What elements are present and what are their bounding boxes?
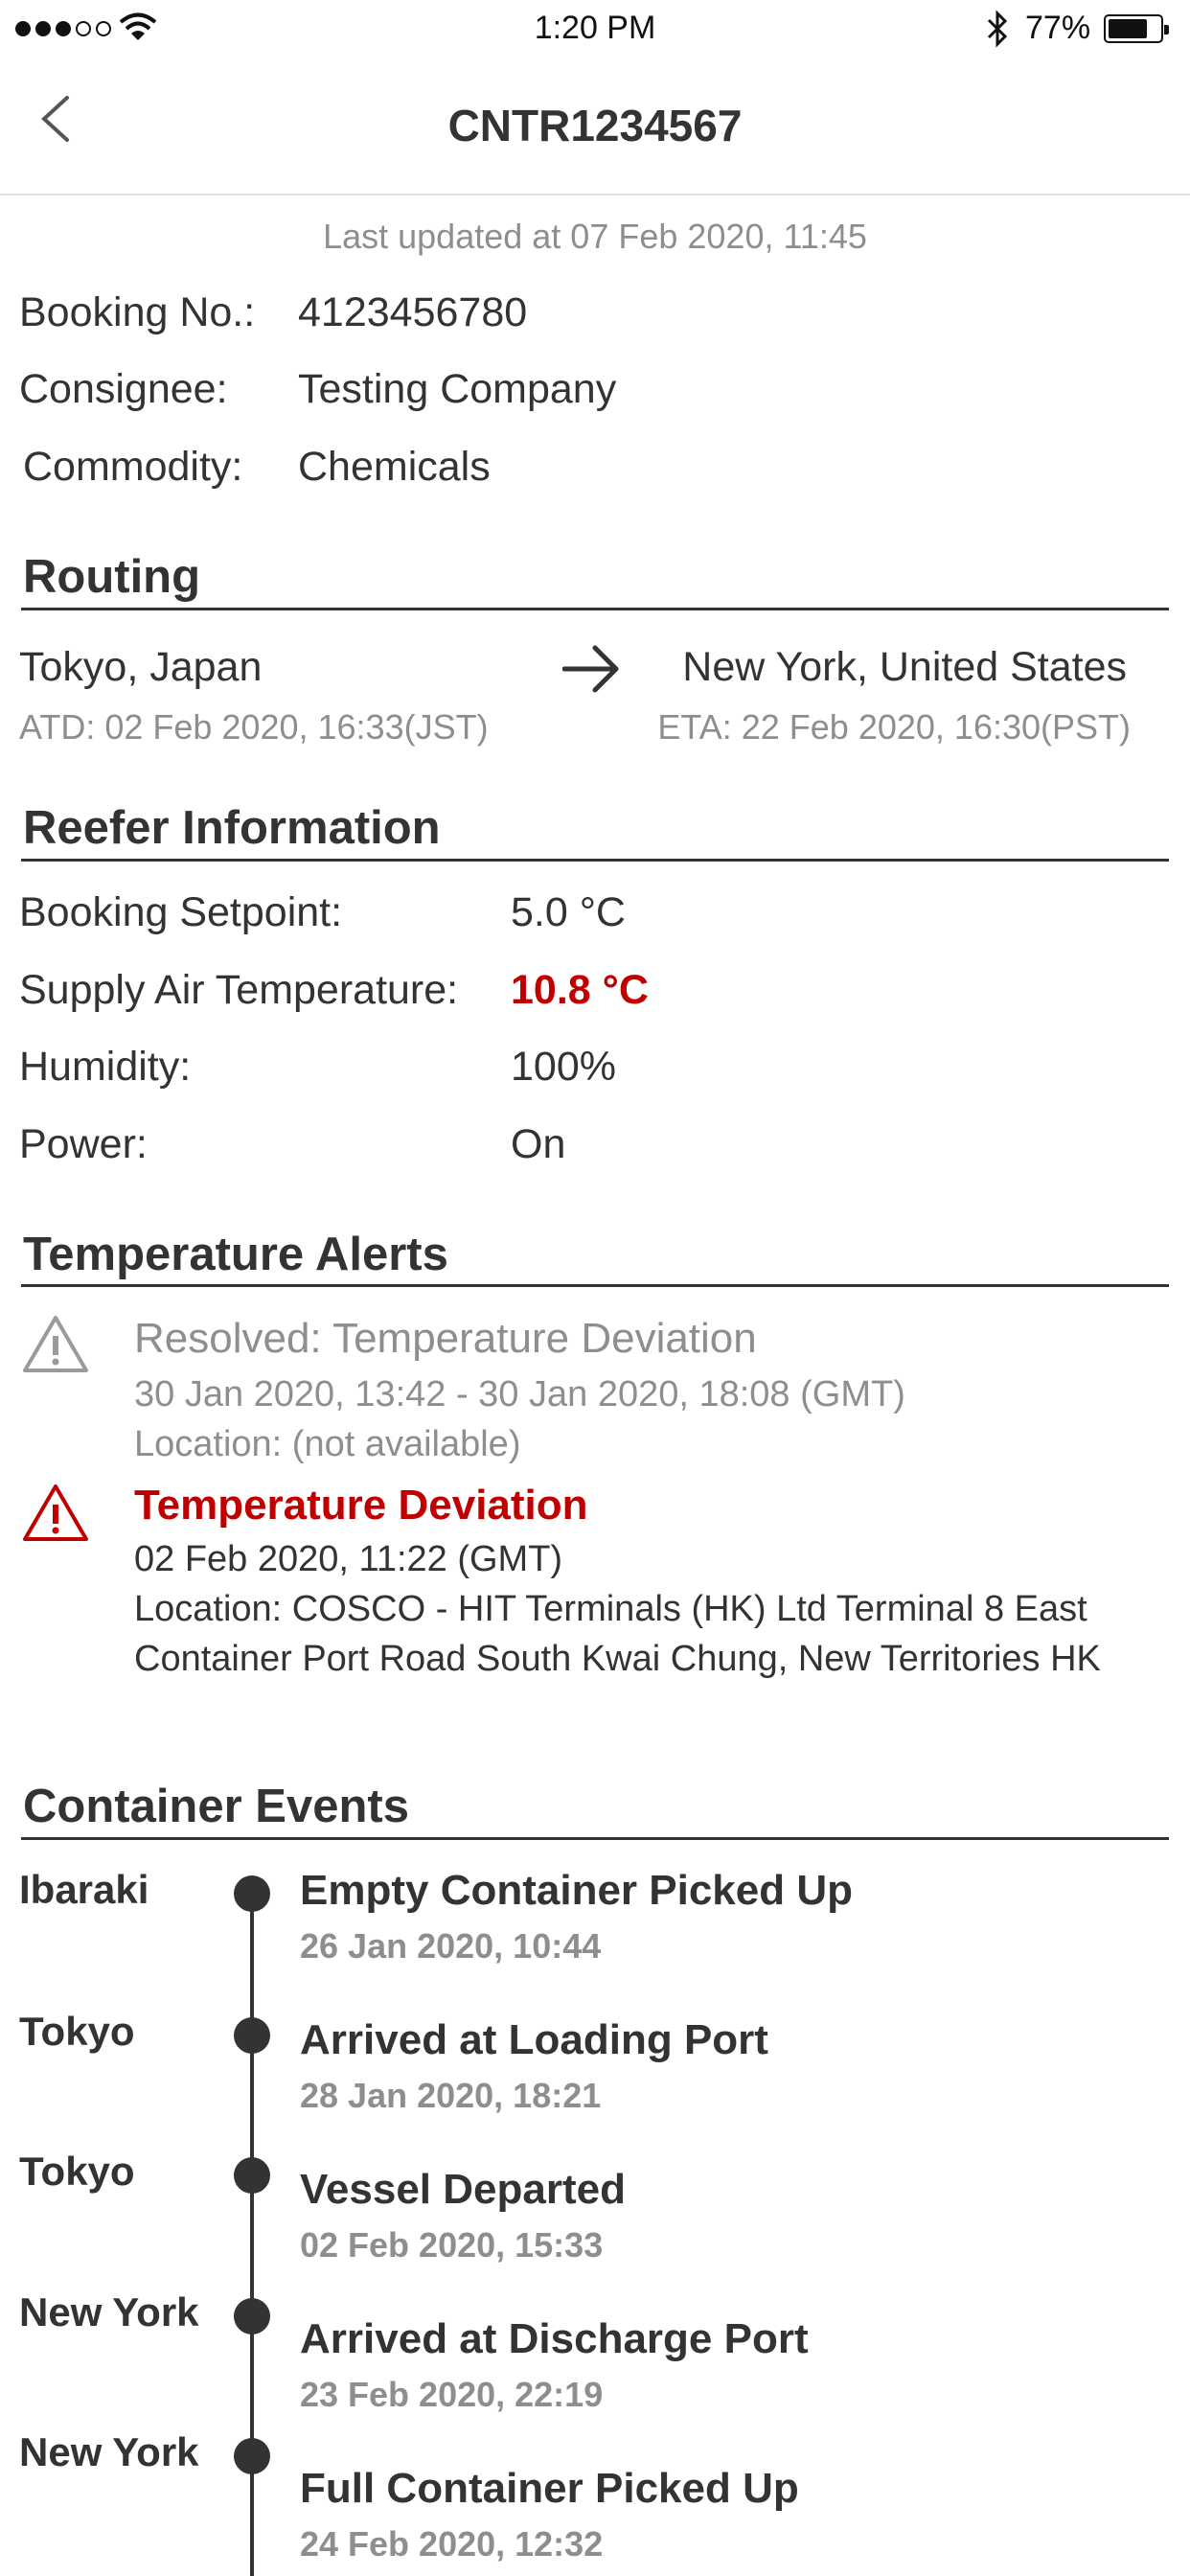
event-title: Arrived at Loading Port — [300, 2016, 768, 2063]
battery-percentage: 77% — [1025, 10, 1091, 46]
humidity-label: Humidity: — [19, 1044, 192, 1090]
warning-icon — [21, 1482, 90, 1543]
event-title: Arrived at Discharge Port — [300, 2315, 809, 2362]
events-heading: Container Events — [23, 1781, 409, 1832]
event-title: Full Container Picked Up — [300, 2465, 799, 2512]
event-time: 24 Feb 2020, 12:32 — [300, 2524, 604, 2564]
origin-city: Tokyo, Japan — [19, 644, 263, 690]
event-time: 28 Jan 2020, 18:21 — [300, 2076, 602, 2115]
warning-icon — [21, 1313, 90, 1374]
timeline-dot — [234, 2438, 270, 2474]
setpoint-value: 5.0 °C — [511, 889, 626, 935]
timeline-dot — [234, 1875, 270, 1912]
atd-text: ATD: 02 Feb 2020, 16:33(JST) — [19, 707, 489, 747]
power-label: Power: — [19, 1121, 148, 1167]
alert-active-location-line2: Container Port Road South Kwai Chung, New Territories HK — [134, 1639, 1101, 1679]
alert-resolved-time: 30 Jan 2020, 13:42 - 30 Jan 2020, 18:08 (GMT) — [134, 1374, 905, 1414]
page-title: CNTR1234567 — [447, 101, 743, 150]
event-title: Vessel Departed — [300, 2166, 626, 2213]
timeline-dot — [234, 2298, 270, 2334]
event-location: New York — [19, 2429, 199, 2474]
navigation-bar — [0, 61, 1190, 196]
alert-resolved-title: Resolved: Temperature Deviation — [134, 1315, 757, 1362]
consignee-label: Consignee: — [19, 366, 228, 412]
commodity-value: Chemicals — [298, 444, 491, 490]
alert-active-time: 02 Feb 2020, 11:22 (GMT) — [134, 1539, 563, 1579]
routing-heading: Routing — [23, 551, 201, 603]
humidity-value: 100% — [511, 1044, 616, 1090]
status-bar — [0, 0, 1190, 61]
setpoint-label: Booking Setpoint: — [19, 889, 343, 935]
timeline-dot — [234, 2157, 270, 2194]
alert-active-location-line1: Location: COSCO - HIT Terminals (HK) Ltd Terminal 8 East — [134, 1589, 1087, 1629]
event-time: 02 Feb 2020, 15:33 — [300, 2225, 604, 2265]
reefer-divider — [21, 859, 1169, 862]
event-title: Empty Container Picked Up — [300, 1867, 854, 1914]
supply-air-value: 10.8 °C — [511, 967, 649, 1013]
alert-resolved-location: Location: (not available) — [134, 1424, 521, 1464]
reefer-heading: Reefer Information — [23, 802, 441, 854]
alerts-divider — [21, 1284, 1169, 1287]
booking-label: Booking No.: — [19, 289, 256, 335]
supply-air-label: Supply Air Temperature: — [19, 967, 459, 1013]
battery-icon — [1104, 14, 1163, 43]
commodity-label: Commodity: — [23, 444, 243, 490]
bluetooth-icon — [985, 10, 1010, 48]
alerts-heading: Temperature Alerts — [23, 1229, 448, 1280]
destination-city: New York, United States — [682, 644, 1127, 690]
events-divider — [21, 1837, 1169, 1840]
power-value: On — [511, 1121, 566, 1167]
event-location: Tokyo — [19, 2149, 135, 2194]
routing-divider — [21, 608, 1169, 610]
arrow-right-icon — [562, 644, 620, 694]
booking-value: 4123456780 — [298, 289, 528, 335]
alert-active-title: Temperature Deviation — [134, 1482, 588, 1529]
event-time: 26 Jan 2020, 10:44 — [300, 1926, 602, 1966]
event-location: Tokyo — [19, 2009, 135, 2054]
event-time: 23 Feb 2020, 22:19 — [300, 2375, 604, 2414]
status-time: 1:20 PM — [534, 10, 656, 46]
eta-text: ETA: 22 Feb 2020, 16:30(PST) — [657, 707, 1131, 747]
timeline-dot — [234, 2017, 270, 2054]
last-updated-text: Last updated at 07 Feb 2020, 11:45 — [323, 217, 867, 256]
event-location: Ibaraki — [19, 1867, 149, 1912]
consignee-value: Testing Company — [298, 366, 617, 412]
event-location: New York — [19, 2289, 199, 2334]
